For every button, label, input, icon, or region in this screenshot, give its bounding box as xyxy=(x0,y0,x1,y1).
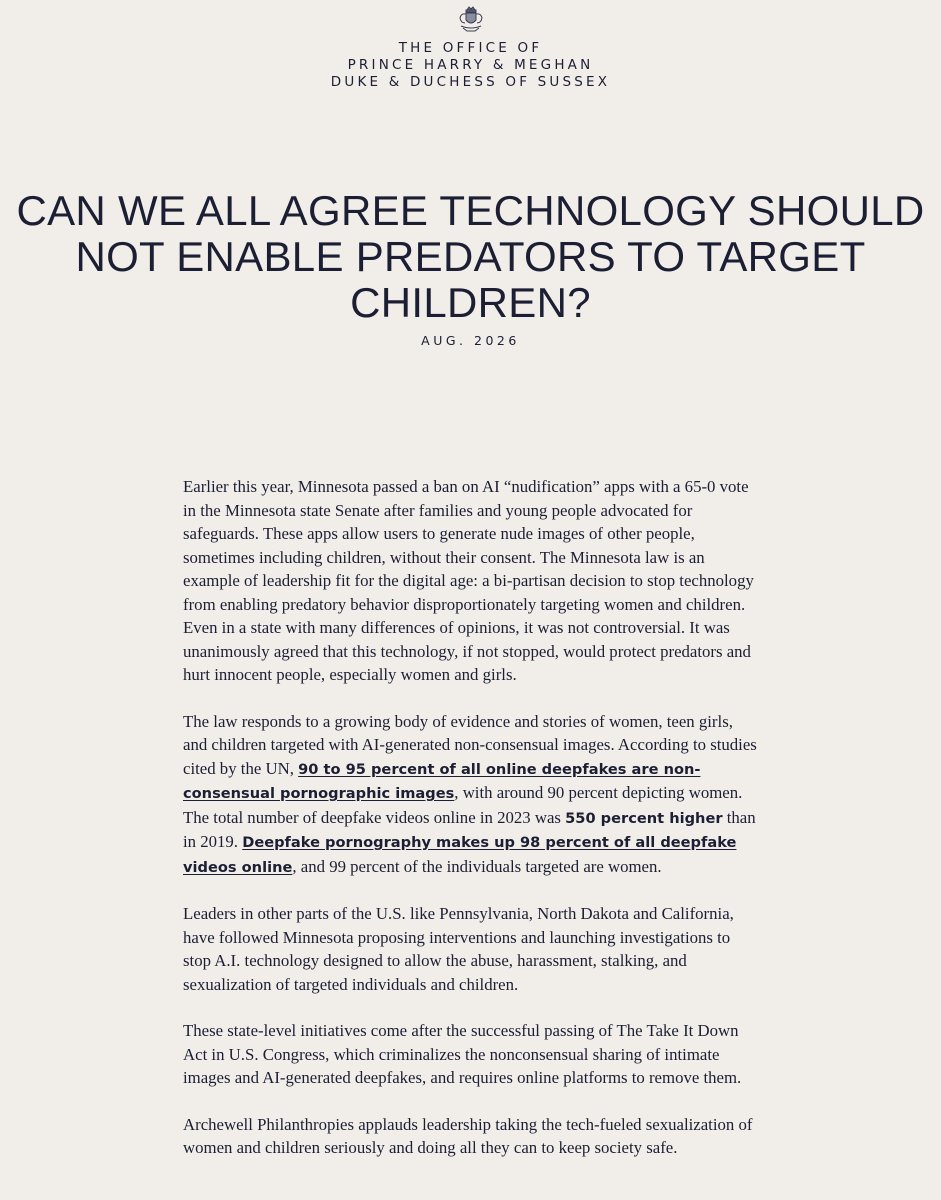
article-title: CAN WE ALL AGREE TECHNOLOGY SHOULD NOT ENABLE PREDATORS TO TARGET CHILDREN? xyxy=(16,187,925,326)
article-body xyxy=(183,475,758,1183)
paragraph-2 xyxy=(183,710,758,880)
deepfake-pornography-link[interactable]: Deepfake pornography makes up 98 percent of all deepfake videos online xyxy=(183,834,737,876)
paragraph-5: Archewell Philanthropies applauds leadership taking the tech-fueled sexualization of women and children seriously and doing all they can to keep society safe. xyxy=(183,1114,753,1157)
paragraph-4: These state-level initiatives come after the successful passing of The Take It Down Act in U.S. Congress, which criminalizes the nonconsensual sharing of intimate images and AI-generated deepfakes, and requires online platforms to remove them. xyxy=(183,1021,742,1087)
office-line-1: THE OFFICE OF xyxy=(398,40,543,56)
paragraph-3: Leaders in other parts of the U.S. like Pennsylvania, North Dakota and California, have followed Minnesota proposing interventions and launching investigations to stop A.I. technology designed to allow the abuse, harassment, stalking, and sexualization of targeted individuals and children. xyxy=(183,904,734,994)
paragraph-1: Earlier this year, Minnesota passed a ban on AI “nudification” apps with a 65-0 vote in the Minnesota state Senate after families and young people advocated for safeguards. These apps allow users to generate nude images of other people, sometimes including children, without their consent. The Minnesota law is an example of leadership fit for the digital age: a bi-partisan decision to stop technology from enabling predatory behavior disproportionately targeting women and children. Even in a state with many differences of opinions, it was not controversial. It was unanimously agreed that this technology, if not stopped, would protect predators and hurt innocent people, especially women and girls. xyxy=(183,477,754,684)
article-date: AUG. 2026 xyxy=(421,333,520,348)
growth-statistic: 550 percent higher xyxy=(565,809,723,827)
office-line-2: PRINCE HARRY & MEGHAN xyxy=(347,57,594,73)
deepfake-statistics-link[interactable]: 90 to 95 percent of all online deepfakes are non-consensual pornographic images xyxy=(183,760,701,802)
office-line-3: DUKE & DUCHESS OF SUSSEX xyxy=(330,74,611,90)
paragraph-2-text-d: , and 99 percent of the individuals targeted are women. xyxy=(292,856,662,876)
office-header xyxy=(0,40,941,91)
paragraph-2-text-c: than in 2019. xyxy=(183,807,756,851)
paragraph-2-text-b: , with around 90 percent depicting women. The total number of deepfake videos online in 2023 was xyxy=(183,783,743,827)
royal-crest-icon xyxy=(455,4,487,34)
paragraph-2-text-a: The law responds to a growing body of evidence and stories of women, teen girls, and children targeted with AI-generated non-consensual images. According to studies cited by the UN, xyxy=(183,711,757,778)
